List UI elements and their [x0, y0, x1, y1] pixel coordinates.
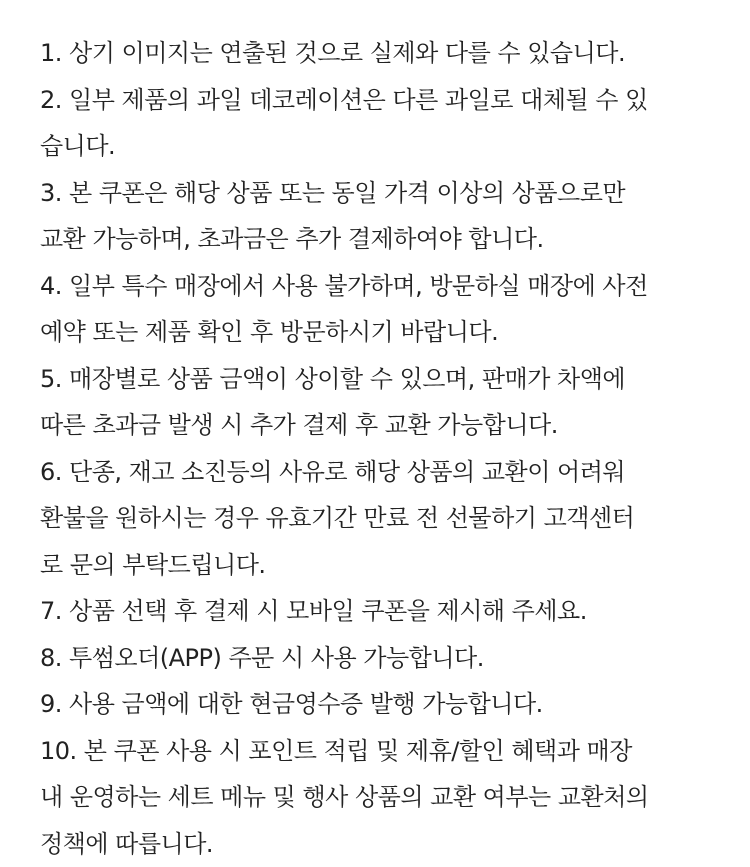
notice-item-2: 2. 일부 제품의 과일 데코레이션은 다른 과일로 대체될 수 있 습니다. — [40, 77, 730, 170]
notice-item-9: 9. 사용 금액에 대한 현금영수증 발행 가능합니다. — [40, 681, 730, 728]
notice-item-6: 6. 단종, 재고 소진등의 사유로 해당 상품의 교환이 어려워 환불을 원하시는 경우 유효기간 만료 전 선물하기 고객센터 로 문의 부탁드립니다. — [40, 449, 730, 589]
notice-item-10: 10. 본 쿠폰 사용 시 포인트 적립 및 제휴/할인 혜택과 매장 내 운영하는 세트 메뉴 및 행사 상품의 교환 여부는 교환처의 정책에 따릅니다. — [40, 728, 730, 867]
notice-item-4: 4. 일부 특수 매장에서 사용 불가하며, 방문하실 매장에 사전 예약 또는 제품 확인 후 방문하시기 바랍니다. — [40, 263, 730, 356]
notice-list — [40, 30, 730, 867]
notice-item-5: 5. 매장별로 상품 금액이 상이할 수 있으며, 판매가 차액에 따른 초과금 발생 시 추가 결제 후 교환 가능합니다. — [40, 356, 730, 449]
notice-item-8: 8. 투썸오더(APP) 주문 시 사용 가능합니다. — [40, 635, 730, 682]
notice-item-3: 3. 본 쿠폰은 해당 상품 또는 동일 가격 이상의 상품으로만 교환 가능하며, 초과금은 추가 결제하여야 합니다. — [40, 170, 730, 263]
notice-item-7: 7. 상품 선택 후 결제 시 모바일 쿠폰을 제시해 주세요. — [40, 588, 730, 635]
notice-item-1: 1. 상기 이미지는 연출된 것으로 실제와 다를 수 있습니다. — [40, 30, 730, 77]
